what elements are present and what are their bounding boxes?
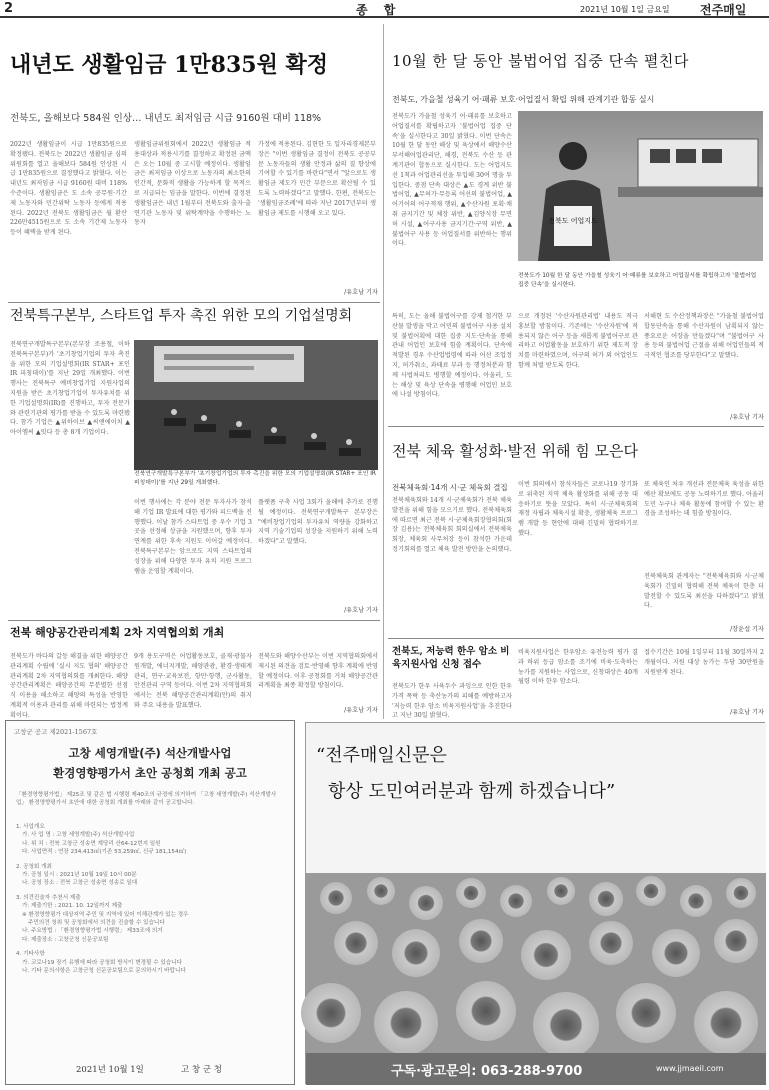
article5-col1: 전북도가 바다의 갈등 해결을 위한 해양공간관리계획 수립에 '실시 지도 협의' 해양공간관리계획 2차 지역협의회를 개최한다. 해양공간관리계획은 해양공간의 무분별한 선점식 이용을 해소하고 해양의 특성을 반영한 계획적 이용과 관리를 위해 마련되는 법정계획이다. <box>10 653 128 719</box>
notice-item: 나. 주요방법 : 「환경영향평가법 시행령」 제33조에 의거 <box>22 928 163 935</box>
page-number: 2 <box>4 1 14 16</box>
promo-line-2: 항상 도민여러분과 함께 하겠습니다” <box>328 781 616 802</box>
notice-item: 가. 공청 일시 : 2021년 10월 19일 10시 00분 <box>22 872 137 879</box>
issue-date: 2021년 10월 1일 금요일 <box>580 5 670 14</box>
newspaper-promo <box>305 722 765 1084</box>
article6-col2: 비육지원사업은 한우암소 유전능력 평가 결과 하위 등급 암소를 조기에 비육·도축하는 농가를 지원하는 사업으로, 신청대상은 40개월령 이하 한우 암소다. <box>518 649 638 686</box>
article1-col3: 가정에 적용된다. 김현한 도 일자리경제본부장은 "이번 생활임금 결정이 전북도 공공부문 노동자들의 생활 안정과 삶의 질 향상에 기여할 수 있기를 바란다"면서 "앞으로도 생활임금 제도가 민간 부문으로 확산될 수 있도록 노력하겠다"고 말했다. 한편, 전북도는 '생활임금조례'에 따라 지난 2017년부터 생활임금 제도를 시행해 오고 있다. <box>258 141 376 217</box>
notice-item: ※ 환경영향평가 대상지역 주민 및 지역에 있어 이해관계가 있는 경우 <box>22 911 189 918</box>
article5-col3: 전북도와 해양수산부는 이번 지역협의회에서 제시된 의견을 검토·반영해 향후 계획에 반영할 예정이다. 이후 공청회를 거쳐 해양공간관리계획을 최종 확정할 방침이다. <box>258 653 378 690</box>
promo-url: www.jjmaeil.com <box>656 1064 724 1073</box>
article2-col3: 으로 개정된 '수산자원관리법' 내용도 적극 홍보할 방침이다. 기존에는 '수산자원'에 적용되지 않은 어구 등을 새롭게 불법어구로 관리하고 어업활동을 보호하기 위한 제도적 장치를 마련하였으며, 어구의 허가 외 어업인도 함께 처벌 받도록 한다. <box>518 313 638 369</box>
article1-headline: 내년도 생활임금 1만835원 확정 <box>10 52 328 78</box>
article3-col3: 플랫폼 구축 사업 3회가 올해에 추가로 진행될 예정이다. 전북연구개발특구 본부장은 "예비창업기업의 투자유치 역량을 강화하고 지역 기술기업의 성장을 지원하기 위해 노력하겠다"고 말했다. <box>258 499 378 546</box>
notice-item: 나. 공청 장소 : 전북 고창군 성송면 성송로 일대 <box>22 880 138 887</box>
notice-number: 고창군 공고 제2021-1567호 <box>14 728 98 736</box>
promo-contact: 구독·광고문의: 063-288-9700 <box>391 1064 583 1079</box>
article2-col4: 서해현 도 수산정책과장은 "가을철 불법어업 합동단속을 통해 수산자원이 남획되지 않는 풍요로운 어장을 만들겠다"며 "불법어구 사용 등의 불법어업 근절을 위해 어업인들의 적극적인 협조를 당부한다"고 말했다. <box>644 313 764 360</box>
notice-date: 2021년 10월 1일 <box>76 1065 144 1075</box>
section-name: 종 합 <box>356 3 402 17</box>
article2-byline: /유호남 기자 <box>730 414 764 421</box>
briefing-hall-photo <box>134 340 378 470</box>
article1-subhead: 전북도, 올해보다 584원 인상… 내년도 최저임금 시급 9160원 대비 118% <box>10 113 322 124</box>
article3-photo <box>134 340 378 470</box>
article5-col2: 9개 용도구역은 어업활동보호, 골재·광물자원개발, 에너지개발, 해양관광, 환경·생태계관리, 연구·교육보전, 항만·항행, 군사활동, 안전관리 구역 등이다. 이번 2차 지역협의회에서는 전북 해양공간관리계획(안)의 취지와 주요 내용을 발표했다. <box>134 653 252 709</box>
article3-col2: 이번 행사에는 각 분야 전문 투자사가 참석해 기업 IR 발표에 대한 평가와 피드백을 진행했다. 이날 참가 스타트업 중 우수 기업 3곳을 선정해 상금을 지원했으며, 향후 투자 연계를 위한 후속 지원도 이어갈 예정이다. 전북특구본부는 앞으로도 지역 스타트업의 성장을 위해 다양한 투자 유치 지원 프로그램을 운영할 계획이다. <box>134 499 252 575</box>
notice-item: 1. 사업개요 <box>16 824 45 830</box>
article1-byline: /유호남 기자 <box>344 289 378 296</box>
notice-item: 다. 제출장소 : 고창군청 신문공보팀 <box>22 936 109 943</box>
notice-title-2: 환경영향평가서 초안 공청회 개최 공고 <box>53 766 247 780</box>
notice-item: 2. 공청회 개최 <box>16 863 52 870</box>
notice-item: 나. 기타 문의사항은 고창군청 신문공보팀으로 문의하시기 바랍니다 <box>22 968 186 975</box>
notice-intro: 「환경영향평가법」 제25조 및 같은 법 시행령 제40조의 규정에 의거하여 「고창 세영개발(주) 석산개발사업」 환경영향평가서 초안에 대한 공청회 개최를 아래와 같이 공고합니다. <box>16 792 277 807</box>
notice-item: 나. 위 치 : 전북 고창군 성송면 계당리 산64-12번지 일원 <box>22 840 161 847</box>
notice-item: 가. 제출기한 : 2021. 10. 12일까지 제출 <box>22 903 123 910</box>
article2-col1: 전북도가 가을철 성육기 어·패류를 보호하고 어업질서를 확립하고자 '불법어업 집중 단속'을 실시한다고 30일 밝혔다. 이번 단속은 10월 한 달 동안 해상 및 육상에서 해양수산부서해어업관리단, 해경, 전북도 수산 등 관계기관이 합동으로 실시한다. 도는 어업지도선 1척과 어업관리선을 투입해 30여 명을 투입한다. 중점 단속 대상은 ▲도 경계 위반 불법어업, ▲무허가·무등록 어선의 불법어업, ▲어기어의 어구적재 행위, ▲수산자원 포획·채취 금지기간 및 체장 위반, ▲김양식장 무면허 시설, ▲어구사용 금지기간·구역 위반, ▲불법어구 사용 등 어업질서를 위반하는 행위이다. <box>392 113 512 248</box>
article2-col2: 특히, 도는 올해 불법어구를 강제 철거한 부산물 발생을 막고 어민의 불법어구 사용 설치 및 불법어획에 대한 집중 지도·단속을 통해 관내 어업인 보호에 힘쓸 계획이다. 단속에 적발된 경우 수산업법령에 따라 어선 조업정지, 허가취소, 과태료 부과 등 행정처분과 함께 사법처리도 병행할 예정이다. 아울러, 도는 해상 및 육상 단속을 병행해 어업인 보호에 나설 방침이다. <box>392 313 512 399</box>
paper-name: 전주매일 <box>700 3 747 17</box>
article4-col4: 전북체육회 관계자는 "전북체육회와 시·군체육회가 긴밀히 협력해 전북 체육이 한층 더 발전할 수 있도록 최선을 다하겠다"고 밝혔다. <box>644 573 764 610</box>
article2-caption: 전북도가 10월 한 달 동안 가을철 성육기 어·패류를 보호하고 어업질서를 확립하고자 '불법어업 집중 단속'을 실시한다. <box>518 273 757 288</box>
divider <box>388 426 764 427</box>
divider <box>388 638 764 639</box>
article3-col1: 전북연구개발특구본부(본부장 조용철, 이하 전북특구본부)가 '초기창업기업의 투자 촉진을 위한 모의 기업설명회(IR STAR+ 포인 IR 피칭데이)'를 지난 29일 개최했다. 이번 행사는 전북특구 예비창업기업 지원사업의 지원을 받은 초기창업기업이 투자유치를 위한 기업설명회(IR)를 진행하고, 투자 전문가와 관련기관의 평가를 받을 수 있도록 마련됐다. 참가 기업은 ▲위하이브 ▲씨앤에이치 ▲아이엠씨 ▲잇다 등 총 8개 기업이다. <box>10 341 130 437</box>
vest-label: 전북도 어업지도 <box>548 217 598 225</box>
article1-col1: 2022년 생활임금이 시급 1만835원으로 확정됐다. 전북도는 2022년 생활임금 심의위원회를 열고 올해보다 584원 인상된 시급 1만835원으로 결정했다고 밝혔다. 이는 내년도 최저임금 시급 9160원 대비 118% 수준이다. 생활임금은 도 소속 공무원·기간제 노동자와 민간위탁 노동자 등에게 적용된다. 2022년 전북도 생활임금은 월 환산 226만4515원으로 도 소속 기간제 노동자 등이 혜택을 받게 된다. <box>10 141 127 237</box>
article4-subhead: 전북체육회·14개 시·군 체육회 결집 <box>392 483 508 492</box>
notice-issuer: 고 창 군 청 <box>181 1065 222 1075</box>
article6-col3: 접수기간은 10월 1일부터 11월 30일까지 2개월이다. 지원 대상 농가는 두당 30만원을 지원받게 된다. <box>644 649 764 676</box>
article4-col2: 이번 회의에서 참석자들은 코로나19 장기화로 위축된 지역 체육 활성화를 위해 공동 대응하기로 뜻을 모았다. 특히 시·군체육회의 재정 자립과 체육시설 확충, 생활체육 프로그램 개발 등 현안에 대해 긴밀히 협력하기로 했다. <box>518 481 638 537</box>
article4-byline: /장윤섭 기자 <box>730 626 764 633</box>
notice-item: 3. 의견진술자 추천서 제출 <box>16 894 81 901</box>
notice-item: 다. 사업면적 : 연장 234,413㎡(기존 53,259㎡, 신규 181,154㎡) <box>22 849 187 856</box>
article2-photo <box>518 111 763 261</box>
article5-headline: 전북 해양공간관리계획 2차 지역협의회 개최 <box>10 626 225 639</box>
divider <box>8 302 380 303</box>
notice-items <box>16 823 286 976</box>
public-notice <box>5 720 295 1085</box>
notice-item: 주민의견 청취 및 공청회에서 의견을 진술할 수 있습니다 <box>28 920 165 927</box>
article6-headline: 전북도, 저능력 한우 암소 비육지원사업 신청 접수 <box>392 646 510 670</box>
article6-col1: 전북도가 한우 사육두수 과잉으로 인한 한우 가격 폭락 등 축산농가의 피해를 예방하고자 '저능력 한우 암소 비육지원사업'을 추진한다고 지난 30일 밝혔다. <box>392 683 512 720</box>
article2-headline: 10월 한 달 동안 불법어업 집중 단속 펼친다 <box>392 52 689 70</box>
article6-byline: /유호남 기자 <box>730 709 764 716</box>
notice-item: 가. 코로나19 장기 유행에 따라 공청회 방식이 변경될 수 있습니다 <box>22 959 182 966</box>
column-divider <box>383 24 384 719</box>
article3-headline: 전북특구본부, 스타트업 투자 촉진 위한 모의 기업설명회 <box>10 308 353 324</box>
article3-caption: 전북연구개발특구본부가 '초기창업기업의 투자 촉진을 위한 모의 기업설명회(IR STAR+ 포인 IR 피칭데이)'를 지난 29일 개최했다. <box>134 471 376 486</box>
article2-subhead: 전북도, 가을철 성육기 어·패류 보호·어업질서 확립 위해 관계기관 합동 실시 <box>392 95 655 104</box>
notice-item: 4. 기타사항 <box>16 951 45 958</box>
promo-line-1: “전주매일신문은 <box>316 745 447 766</box>
article4-col1: 전북체육회와 14개 시·군체육회가 전북 체육 발전을 위해 힘을 모으기로 했다. 전북체육회에 따르면 최근 전북 시·군체육회장협의회(회장 김용)는 전북체육회 회의실에서 전북체육회장, 체육회 사무처장 등이 참석한 가운데 정기회의를 열고 체육 발전 방안을 논의했다. <box>392 497 512 553</box>
divider <box>8 620 380 621</box>
article4-headline: 전북 체육 활성화·발전 위해 힘 모은다 <box>392 442 638 460</box>
notice-item: 가. 사 업 명 : 고창 세영개발(주) 석산개발사업 <box>22 832 135 839</box>
notice-title-1: 고창 세영개발(주) 석산개발사업 <box>68 746 232 760</box>
article1-col2: 생활임금위원회에서 2022년 생활임금 적용대상과 적용시기를 결정하고 확정된 금액은 오는 10월 중 고시할 예정이다. 생활임금은 최저임금 이상으로 노동자의 최소한의 인간적, 문화적 생활을 가능하게 할 목적으로 지급되는 임금을 말한다. 이번에 결정된 생활임금은 내년 1월부터 전북도와 출자·출연기관 노동자 및 위탁계약을 수행하는 노동자 <box>134 141 251 227</box>
inspection-boat-photo <box>518 111 763 261</box>
article5-byline: /유호남 기자 <box>344 707 378 714</box>
article3-byline: /유호남 기자 <box>344 607 378 614</box>
article4-col3: 또 체육인 처우 개선과 전문체육 육성을 위한 예산 확보에도 공동 노력하기로 했다. 아울러 도민 누구나 체육 활동에 참여할 수 있는 환경을 조성하는 데 힘쓸 방침이다. <box>644 481 764 518</box>
